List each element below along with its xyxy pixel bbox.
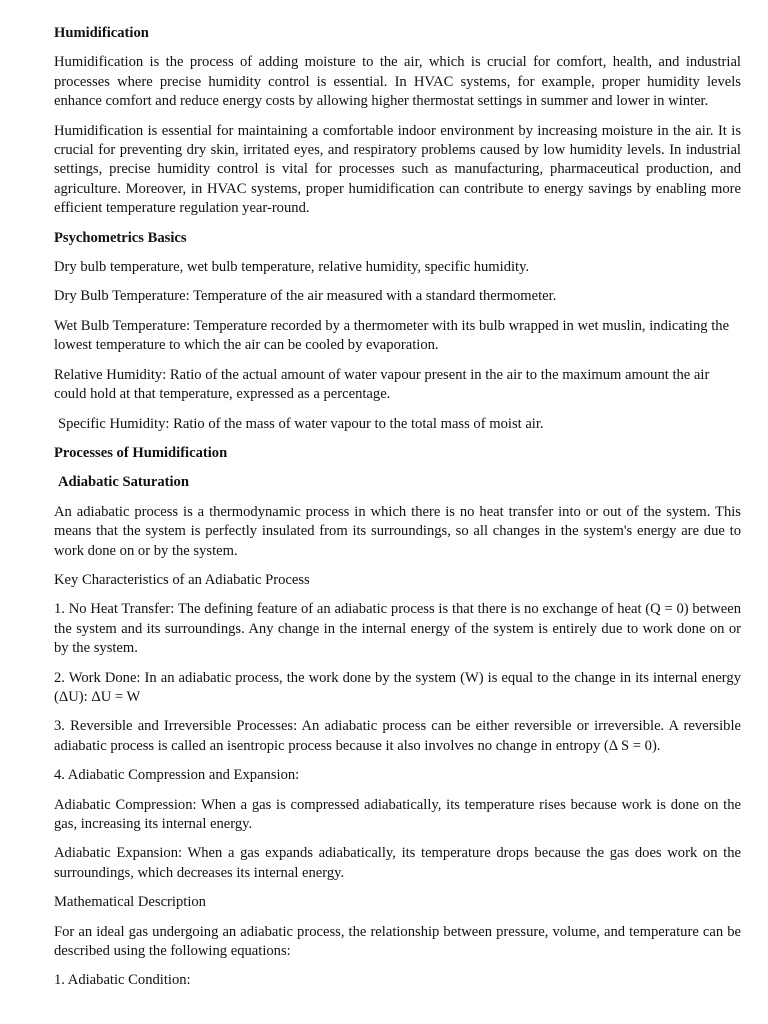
- adiabatic-compression: Adiabatic Compression: When a gas is compressed adiabatically, its temperature rises because work is done on the gas, increasing its internal energy.: [54, 796, 741, 832]
- heading-processes: Processes of Humidification: [54, 444, 228, 461]
- adiabatic-condition: 1. Adiabatic Condition:: [54, 972, 191, 989]
- item-no-heat-transfer: 1. No Heat Transfer: The defining feature of an adiabatic process is that there is no exchange of heat (Q = 0) between the system and its surroundings. Any change in the internal energy of the system is entirely due to work done on or by the system.: [54, 601, 741, 657]
- paragraph-essential: Humidification is essential for maintaining a comfortable indoor environment by increasing moisture in the air. It is crucial for preventing dry skin, irritated eyes, and respiratory problems caused by low humidity levels. In industrial settings, precise humidity control is vital for processes such as manufacturing, pharmaceutical production, and agriculture. Moreover, in HVAC systems, proper humidification can contribute to energy savings by enabling more efficient temperature regulation year-round.: [54, 122, 741, 217]
- item-reversible-irreversible: 3. Reversible and Irreversible Processes: An adiabatic process can be either reversible or irreversible. A reversible adiabatic process is called an isentropic process because it also involves no change in entropy (Δ S = 0).: [54, 718, 741, 754]
- document-page: [54, 24, 741, 1001]
- heading-adiabatic-saturation: Adiabatic Saturation: [58, 474, 189, 491]
- heading-psychometrics: Psychometrics Basics: [54, 229, 187, 246]
- adiabatic-expansion: Adiabatic Expansion: When a gas expands adiabatically, its temperature drops because the gas does work on the surroundings, which decreases its internal energy.: [54, 845, 741, 881]
- item-work-done: 2. Work Done: In an adiabatic process, the work done by the system (W) is equal to the change in its internal energy (ΔU): ΔU = W: [54, 669, 741, 705]
- wet-bulb-definition: Wet Bulb Temperature: Temperature recorded by a thermometer with its bulb wrapped in wet muslin, indicating the lowest temperature to which the air can be cooled by evaporation.: [54, 317, 730, 354]
- psychometrics-list: Dry bulb temperature, wet bulb temperature, relative humidity, specific humidity.: [54, 259, 530, 276]
- dry-bulb-definition: Dry Bulb Temperature: Temperature of the air measured with a standard thermometer.: [54, 288, 557, 305]
- specific-humidity-definition: Specific Humidity: Ratio of the mass of water vapour to the total mass of moist air.: [58, 415, 544, 432]
- paragraph-math: For an ideal gas undergoing an adiabatic process, the relationship between pressure, volume, and temperature can be described using the following equations:: [54, 923, 741, 960]
- relative-humidity-definition: Relative Humidity: Ratio of the actual amount of water vapour present in the air to the maximum amount the air could hold at that temperature, expressed as a percentage.: [54, 366, 710, 403]
- mathematical-description-title: Mathematical Description: [54, 894, 206, 911]
- paragraph-adiabatic: An adiabatic process is a thermodynamic process in which there is no heat transfer into or out of the system. This means that the system is perfectly insulated from its surroundings, so all changes in the system's energy are due to work done on or by the system.: [54, 503, 741, 559]
- paragraph-intro: Humidification is the process of adding moisture to the air, which is crucial for comfort, health, and industrial processes where precise humidity control is essential. In HVAC systems, for example, proper humidity levels enhance comfort and reduce energy costs by allowing higher thermostat settings in summer and lower in winter.: [54, 54, 741, 110]
- key-characteristics-title: Key Characteristics of an Adiabatic Process: [54, 571, 310, 588]
- item-compression-expansion: 4. Adiabatic Compression and Expansion:: [54, 767, 300, 784]
- heading-humidification: Humidification: [54, 25, 149, 41]
